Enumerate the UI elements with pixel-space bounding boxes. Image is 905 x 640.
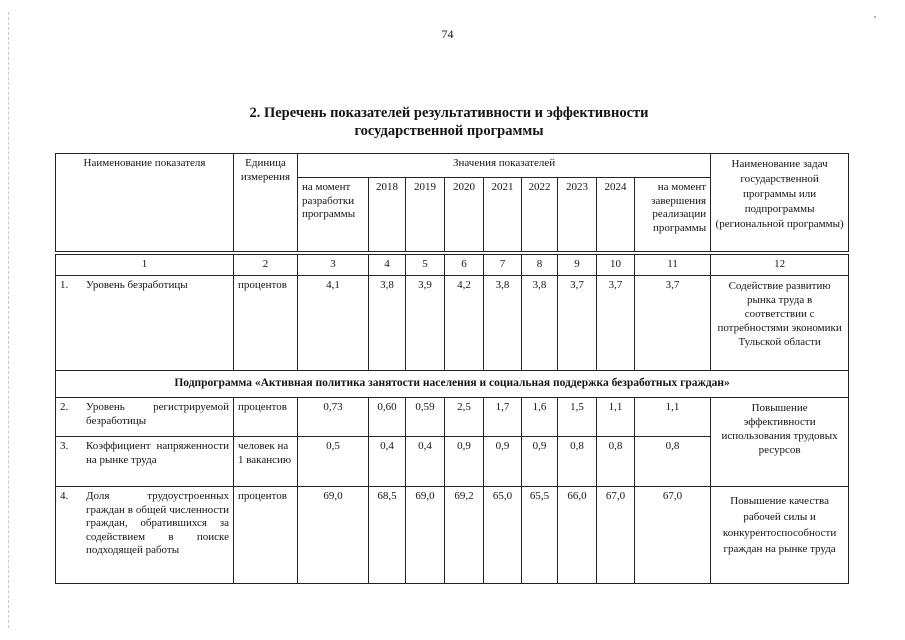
value-at-development: 69,0 <box>298 487 369 584</box>
value-2021: 65,0 <box>484 487 522 584</box>
indicator-name-cell <box>56 276 234 371</box>
section-title-line-2: государственной программы <box>354 123 544 139</box>
header-unit: Единица измерения <box>234 154 298 253</box>
subprogram-title: Подпрограмма «Активная политика занятости населения и социальная поддержка безработных граждан» <box>56 371 849 398</box>
column-number: 2 <box>234 253 298 276</box>
indicator-name: Коэффициент напряженности на рынке труда <box>86 440 229 466</box>
value-2020: 4,2 <box>445 276 484 371</box>
value-2018: 3,8 <box>369 276 406 371</box>
indicator-number: 3. <box>60 440 69 452</box>
column-number: 7 <box>484 253 522 276</box>
value-2019: 69,0 <box>406 487 445 584</box>
header-year-2020: 2020 <box>445 178 484 253</box>
page-number: 74 <box>441 27 454 41</box>
header-year-2019: 2019 <box>406 178 445 253</box>
value-2021: 0,9 <box>484 437 522 487</box>
value-2018: 68,5 <box>369 487 406 584</box>
value-2023: 0,8 <box>558 437 597 487</box>
scan-speck <box>874 16 876 18</box>
header-values-group: Значения показателей <box>298 154 711 178</box>
value-at-development: 4,1 <box>298 276 369 371</box>
header-at-development: на момент разработки программы <box>298 178 369 253</box>
header-year-2022: 2022 <box>522 178 558 253</box>
indicator-name: Уровень регистрируемой безработицы <box>86 401 229 427</box>
value-2018: 0,60 <box>369 398 406 437</box>
column-number: 11 <box>635 253 711 276</box>
value-at-development: 0,73 <box>298 398 369 437</box>
value-at-completion: 0,8 <box>635 437 711 487</box>
value-at-completion: 67,0 <box>635 487 711 584</box>
value-at-completion: 1,1 <box>635 398 711 437</box>
indicator-name-cell <box>56 487 234 584</box>
value-2020: 2,5 <box>445 398 484 437</box>
value-2019: 3,9 <box>406 276 445 371</box>
value-2022: 3,8 <box>522 276 558 371</box>
unit-cell: процентов <box>234 276 298 371</box>
unit-cell: процентов <box>234 487 298 584</box>
value-2019: 0,59 <box>406 398 445 437</box>
value-2024: 1,1 <box>597 398 635 437</box>
value-2022: 1,6 <box>522 398 558 437</box>
value-2024: 3,7 <box>597 276 635 371</box>
column-number: 5 <box>406 253 445 276</box>
indicator-row <box>56 398 849 437</box>
header-indicator-name: Наименование показателя <box>56 154 234 253</box>
value-2019: 0,4 <box>406 437 445 487</box>
header-year-2021: 2021 <box>484 178 522 253</box>
indicator-name: Уровень безработицы <box>86 279 188 291</box>
indicator-number: 1. <box>60 279 69 291</box>
subprogram-row <box>56 371 849 398</box>
column-number: 10 <box>597 253 635 276</box>
indicator-number: 4. <box>60 490 69 502</box>
value-2020: 69,2 <box>445 487 484 584</box>
value-at-development: 0,5 <box>298 437 369 487</box>
unit-cell: процентов <box>234 398 298 437</box>
value-2021: 3,8 <box>484 276 522 371</box>
value-2021: 1,7 <box>484 398 522 437</box>
header-year-2024: 2024 <box>597 178 635 253</box>
indicator-row <box>56 487 849 584</box>
value-2023: 66,0 <box>558 487 597 584</box>
column-number: 1 <box>56 253 234 276</box>
task-cell: Содействие развитию рынка труда в соответствии с потребностями экономики Тульской области <box>711 276 849 371</box>
header-year-2023: 2023 <box>558 178 597 253</box>
value-2024: 0,8 <box>597 437 635 487</box>
section-title-line-1: 2. Перечень показателей результативности и эффективности <box>249 105 649 121</box>
column-number: 12 <box>711 253 849 276</box>
indicator-name-cell <box>56 398 234 437</box>
indicator-name: Доля трудоустроенных граждан в общей численности граждан, обратившихся за содействием в поиске подходящей работы <box>86 490 229 556</box>
column-number: 9 <box>558 253 597 276</box>
column-number: 4 <box>369 253 406 276</box>
indicator-name-cell <box>56 437 234 487</box>
column-numbers-row <box>56 253 849 276</box>
header-tasks: Наименование задач государственной программы или подпрограммы (региональной программы) <box>711 154 849 253</box>
value-2020: 0,9 <box>445 437 484 487</box>
column-number: 6 <box>445 253 484 276</box>
header-row <box>56 154 849 178</box>
task-cell: Повышение качества рабочей силы и конкурентоспособности граждан на рынке труда <box>711 487 849 584</box>
section-title <box>0 104 898 140</box>
indicators-table <box>55 153 849 584</box>
value-2023: 1,5 <box>558 398 597 437</box>
unit-cell: человек на 1 вакансию <box>234 437 298 487</box>
indicator-number: 2. <box>60 401 69 413</box>
header-at-completion: на момент завершения реализации программы <box>635 178 711 253</box>
header-year-2018: 2018 <box>369 178 406 253</box>
column-number: 3 <box>298 253 369 276</box>
value-2022: 65,5 <box>522 487 558 584</box>
value-2023: 3,7 <box>558 276 597 371</box>
value-2018: 0,4 <box>369 437 406 487</box>
value-2022: 0,9 <box>522 437 558 487</box>
indicator-row <box>56 276 849 371</box>
task-cell: Повышение эффективности использования трудовых ресурсов <box>711 398 849 487</box>
value-at-completion: 3,7 <box>635 276 711 371</box>
value-2024: 67,0 <box>597 487 635 584</box>
column-number: 8 <box>522 253 558 276</box>
